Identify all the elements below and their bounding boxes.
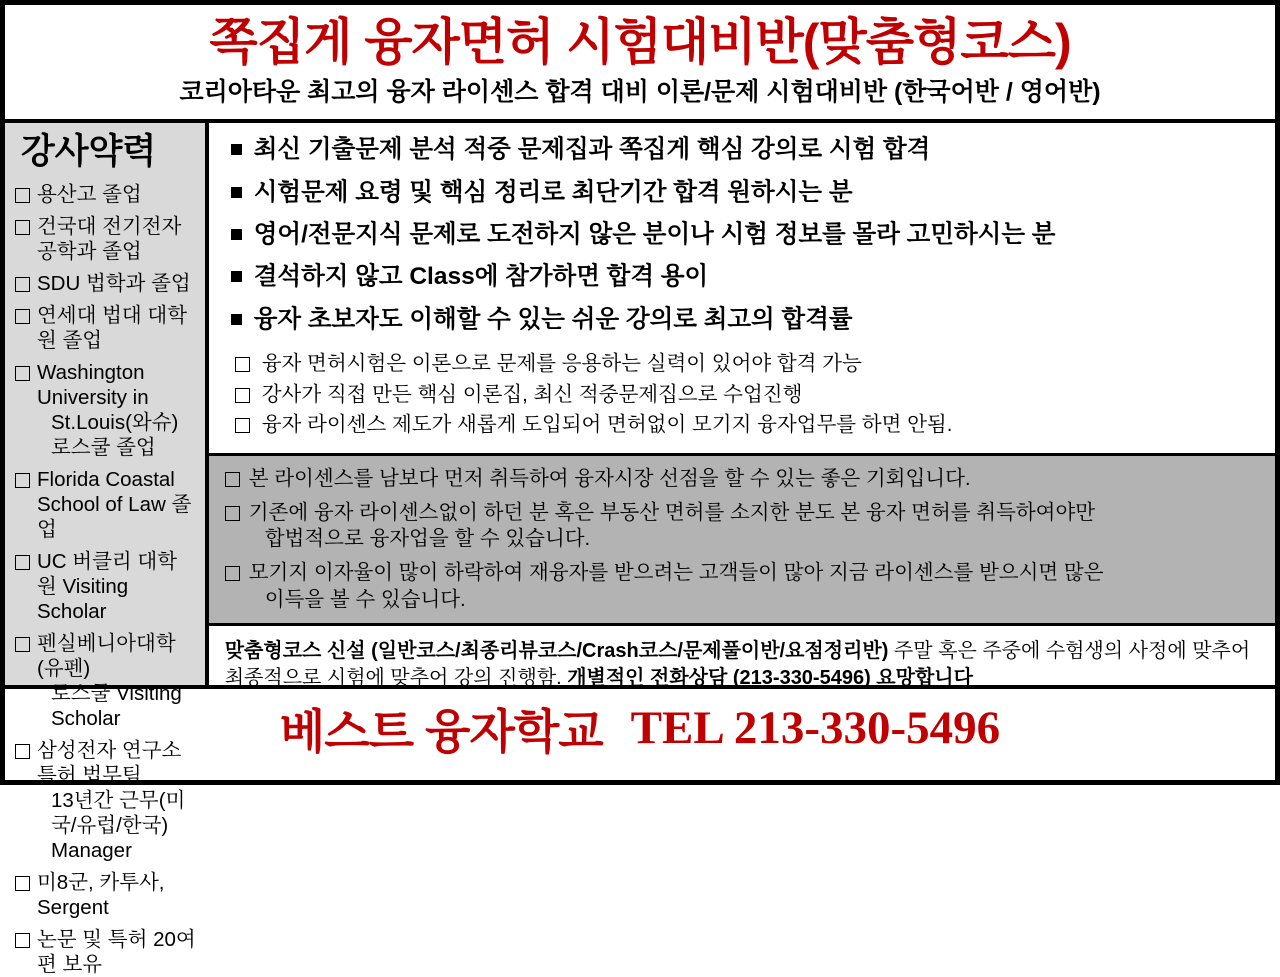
- list-item-label: 강사가 직접 만든 핵심 이론집, 최신 적중문제집으로 수업진행: [261, 382, 803, 406]
- list-item-label: 미8군, 카투사, Sergent: [37, 870, 165, 919]
- brand-name: 베스트 융자학교: [279, 704, 603, 758]
- list-item: [15, 182, 197, 207]
- list-item: [225, 500, 1263, 553]
- bullet-label: 최신 기출문제 분석 적중 문제집과 쪽집게 핵심 강의로 시험 합격: [253, 136, 931, 164]
- checkbox-icon: [225, 472, 240, 487]
- checkbox-icon: [15, 366, 30, 381]
- phone-number[interactable]: TEL 213-330-5496: [630, 702, 1001, 755]
- page-title: 쪽집게 융자면허 시험대비반(맞춤형코스): [209, 14, 1071, 70]
- instructor-panel: [5, 123, 209, 976]
- list-item: [231, 135, 1265, 164]
- checkbox-icon: [15, 933, 30, 948]
- page-subtitle: 코리아타운 최고의 융자 라이센스 합격 대비 이론/문제 시험대비반 (한국어반 / 영어반): [179, 78, 1101, 106]
- checkbox-icon: [15, 473, 30, 488]
- list-item: [225, 466, 1263, 493]
- list-item-label: 논문 및 특허 20여편 보유: [37, 927, 196, 976]
- secondary-check-list: [209, 349, 1275, 453]
- square-bullet-icon: [231, 314, 242, 325]
- list-item-label: 융자 면허시험은 이론으로 문제를 응용하는 실력이 있어야 합격 가능: [261, 352, 862, 376]
- list-item-label: 본 라이센스를 남보다 먼저 취득하여 융자시장 선점을 할 수 있는 좋은 기회입니다.: [248, 467, 971, 491]
- list-item: [231, 262, 1265, 291]
- list-item-label: Washington University in: [37, 360, 149, 409]
- list-item: [231, 178, 1265, 207]
- checkbox-icon: [15, 744, 30, 759]
- square-bullet-icon: [231, 187, 242, 198]
- list-item: [15, 467, 197, 542]
- list-item: [15, 870, 197, 920]
- checkbox-icon: [225, 566, 240, 581]
- highlight-panel: [209, 453, 1275, 626]
- bullet-label: 시험문제 요령 및 핵심 정리로 최단기간 합격 원하시는 분: [253, 178, 853, 206]
- bullet-label: 결석하지 않고 Class에 참가하면 합격 용이: [253, 263, 709, 291]
- instructor-panel-title: 강사약력: [21, 132, 157, 172]
- checkbox-icon: [15, 637, 30, 652]
- list-item: [15, 360, 197, 460]
- list-item-label-cont: 합법적으로 융자업을 할 수 있습니다.: [264, 527, 591, 551]
- list-item-label-cont: 로스쿨 Visiting Scholar: [51, 681, 182, 730]
- footnote-text-2: 맞추어 최종적으로 시험에 맞추어 강의 진행함.: [224, 640, 1251, 690]
- checkbox-icon: [15, 876, 30, 891]
- checkbox-icon: [15, 555, 30, 570]
- list-item: [15, 303, 197, 353]
- checkbox-icon: [15, 220, 30, 235]
- list-item: [235, 412, 1265, 438]
- bullet-list: [209, 123, 1275, 349]
- list-item-label: 용산고 졸업: [37, 182, 142, 206]
- checkbox-icon: [15, 309, 30, 324]
- list-item-label: 모기지 이자율이 많이 하락하여 재융자를 받으려는 고객들이 많아 지금 라이센스를 받으시면 많은: [248, 561, 1104, 584]
- checkbox-icon: [15, 188, 30, 203]
- list-item-label-cont: 13년간 근무(미국/유럽/한국) Manager: [51, 788, 186, 862]
- checkbox-icon: [15, 277, 30, 292]
- list-item-label: SDU 법학과 졸업: [37, 271, 191, 295]
- list-item: [15, 271, 197, 296]
- bullet-label: 영어/전문지식 문제로 도전하지 않은 분이나 시험 정보를 몰라 고민하시는 분: [253, 221, 1056, 249]
- list-item-label: 융자 라이센스 제도가 새롭게 도입되어 면허없이 모기지 융자업무를 하면 안됨.: [261, 413, 953, 437]
- list-item-label: Florida Coastal School of Law 졸업: [37, 467, 192, 541]
- list-item: [15, 214, 197, 264]
- checkbox-icon: [235, 388, 250, 403]
- square-bullet-icon: [231, 229, 242, 240]
- square-bullet-icon: [231, 271, 242, 282]
- checkbox-icon: [235, 418, 250, 433]
- list-item: [15, 927, 197, 977]
- checkbox-icon: [235, 357, 250, 372]
- footnote-text-1: 주말 혹은 주중에 수험생의 사정에: [888, 640, 1187, 663]
- list-item-label: 삼성전자 연구소 특허 법무팀: [37, 738, 182, 787]
- list-item: [235, 351, 1265, 377]
- list-item-label: 펜실베니아대학(유펜): [37, 631, 176, 680]
- list-item-label: 건국대 전기전자공학과 졸업: [37, 214, 182, 263]
- list-item-label: 기존에 융자 라이센스없이 하던 분 혹은 부동산 면허를 소지한 분도 본 융자 면허를 취득하여야만: [248, 500, 1096, 524]
- list-item: [225, 560, 1263, 613]
- list-item: [15, 631, 197, 731]
- checkbox-icon: [225, 506, 240, 521]
- list-item-label-cont: St.Louis(와슈) 로스쿨 졸업: [51, 410, 179, 459]
- footnote: [209, 626, 1275, 698]
- list-item: [235, 382, 1265, 408]
- content-panel: [209, 123, 1275, 690]
- list-item-label-cont: 이득을 볼 수 있습니다.: [264, 587, 466, 611]
- footnote-bold-1: 맞춤형코스 신설 (일반코스/최종리뷰코스/Crash코스/문제풀이반/요점정리반): [224, 640, 889, 663]
- list-item: [15, 549, 197, 624]
- list-item: [231, 305, 1265, 334]
- list-item: [15, 738, 197, 863]
- square-bullet-icon: [231, 144, 242, 155]
- footnote-bold-2: 개별적인 전화상담 (213-330-5496) 요망합니다: [567, 667, 973, 690]
- list-item-label: UC 버클리 대학원 Visiting Scholar: [37, 549, 178, 623]
- bullet-label: 융자 초보자도 이해할 수 있는 쉬운 강의로 최고의 합격률: [253, 305, 853, 333]
- list-item: [231, 220, 1265, 249]
- header: [5, 5, 1275, 112]
- list-item-label: 연세대 법대 대학원 졸업: [37, 303, 188, 352]
